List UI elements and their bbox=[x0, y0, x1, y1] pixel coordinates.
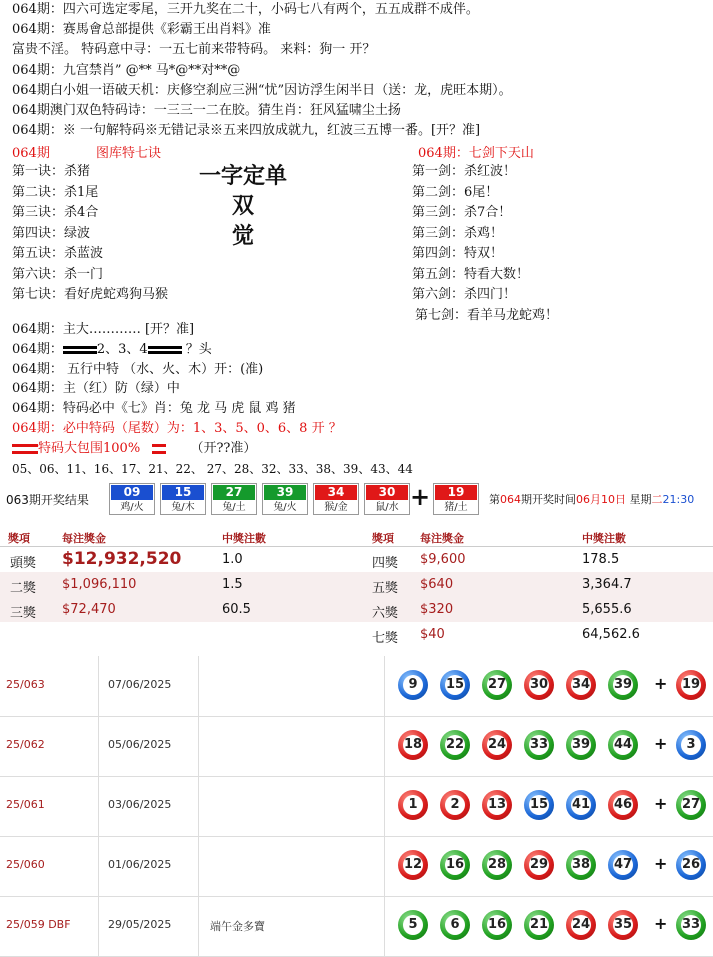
right-header-title: 七剑下天山 bbox=[468, 146, 534, 161]
ball-number: 15 bbox=[445, 675, 465, 695]
red-bars bbox=[12, 444, 38, 454]
col-header: 每注獎金 bbox=[62, 532, 106, 545]
ball-number: 27 bbox=[487, 675, 507, 695]
right-item: 第四剑：特双！ bbox=[412, 246, 504, 261]
history-row bbox=[0, 896, 713, 957]
column-divider bbox=[198, 716, 199, 776]
result-special-number: 19 bbox=[435, 485, 477, 500]
ball-number: 1 bbox=[403, 795, 423, 815]
ball-number: 39 bbox=[613, 675, 633, 695]
ball-number: 3 bbox=[681, 735, 701, 755]
left-item: 第五诀：杀蓝波 bbox=[12, 246, 104, 261]
prize-row bbox=[0, 622, 713, 647]
column-divider bbox=[98, 656, 99, 716]
lottery-ball bbox=[440, 730, 470, 760]
column-divider bbox=[384, 836, 385, 896]
history-note: 端午金多寶 bbox=[210, 920, 265, 933]
text-line-7: 064期：※ 一句解特码※无错记录※五来四放成就九，红波三五博一番。[开？准] bbox=[12, 123, 481, 138]
result-tile bbox=[211, 483, 257, 515]
lottery-ball bbox=[566, 730, 596, 760]
ball-number: 5 bbox=[403, 915, 423, 935]
plus-sign: + bbox=[654, 794, 668, 813]
pred-line-6: 064期：必中特码（尾数）为：1、3、5、0、6、8 开 ？ bbox=[12, 421, 342, 436]
result-special-tile bbox=[433, 483, 479, 515]
lottery-ball bbox=[398, 850, 428, 880]
lottery-ball bbox=[566, 850, 596, 880]
ball-number: 38 bbox=[571, 855, 591, 875]
special-ball bbox=[676, 790, 706, 820]
left-list bbox=[12, 162, 168, 306]
pred-line-3: 064期： 五行中特 （水、火、木）开：(准) bbox=[12, 362, 264, 377]
prize-table bbox=[0, 524, 713, 647]
ball-number: 22 bbox=[445, 735, 465, 755]
column-divider bbox=[384, 716, 385, 776]
lottery-ball bbox=[398, 730, 428, 760]
prize-winners: 64,562.6 bbox=[582, 627, 640, 642]
column-divider bbox=[384, 656, 385, 716]
history-issue: 25/062 bbox=[6, 738, 45, 751]
pred-line-2-suffix: ？头 bbox=[181, 342, 212, 357]
prize-amount: $640 bbox=[420, 577, 454, 592]
history-date: 07/06/2025 bbox=[108, 678, 172, 691]
lottery-ball bbox=[524, 730, 554, 760]
lottery-ball bbox=[566, 790, 596, 820]
col-header: 每注獎金 bbox=[420, 532, 464, 545]
red-bars bbox=[152, 444, 166, 454]
right-item: 第二剑：6尾！ bbox=[412, 184, 499, 200]
right-header-issue: 064期： bbox=[418, 146, 469, 161]
ball-number: 2 bbox=[445, 795, 465, 815]
result-label: 063期开奖结果 bbox=[6, 493, 89, 507]
lottery-ball bbox=[608, 790, 638, 820]
lottery-ball bbox=[482, 850, 512, 880]
ball-number: 16 bbox=[445, 855, 465, 875]
prize-amount: $12,932,520 bbox=[62, 549, 182, 569]
result-number: 15 bbox=[162, 485, 204, 500]
lottery-ball bbox=[608, 910, 638, 940]
prize-name: 四獎 bbox=[372, 556, 399, 571]
prize-winners: 1.5 bbox=[222, 577, 243, 592]
lottery-ball bbox=[398, 790, 428, 820]
slogan-line-2: 觉 bbox=[231, 224, 254, 249]
pred-line-2-prefix: 064期： bbox=[12, 342, 63, 357]
text-line-3: 富贵不淫。 特码意中寻：一五七前来带特码。 来料：狗一 开？ bbox=[12, 42, 376, 57]
draw-time-text: 星期 bbox=[626, 493, 652, 506]
ball-number: 30 bbox=[529, 675, 549, 695]
text-line-1: 064期：四六可选定零尾，三开九奖在二十，小码七八有两个，五五成群不成伴。 bbox=[12, 2, 479, 17]
prize-amount: $320 bbox=[420, 602, 454, 617]
history-issue: 25/060 bbox=[6, 858, 45, 871]
prize-winners: 3,364.7 bbox=[582, 577, 632, 592]
ball-number: 33 bbox=[529, 735, 549, 755]
result-number: 30 bbox=[366, 485, 408, 500]
lottery-ball bbox=[482, 670, 512, 700]
result-zodiac: 兔/火 bbox=[273, 502, 297, 513]
result-tile bbox=[160, 483, 206, 515]
lottery-ball bbox=[566, 910, 596, 940]
result-number: 09 bbox=[111, 485, 153, 500]
history-date: 01/06/2025 bbox=[108, 858, 172, 871]
ball-number: 9 bbox=[403, 675, 423, 695]
result-zodiac: 猴/金 bbox=[324, 502, 348, 513]
lottery-ball bbox=[524, 910, 554, 940]
left-header-issue: 064期 bbox=[12, 146, 50, 161]
ball-number: 24 bbox=[571, 915, 591, 935]
ball-number: 29 bbox=[529, 855, 549, 875]
draw-time-day: 二 bbox=[651, 493, 663, 506]
ball-number: 27 bbox=[681, 795, 701, 815]
history-row bbox=[0, 836, 713, 897]
special-ball bbox=[676, 670, 706, 700]
lottery-ball bbox=[398, 670, 428, 700]
column-divider bbox=[384, 776, 385, 836]
text-line-2: 064期：赛馬會总部提供《彩霸王出肖料》准 bbox=[12, 22, 271, 37]
prize-name: 六獎 bbox=[372, 606, 399, 621]
ball-number: 47 bbox=[613, 855, 633, 875]
column-divider bbox=[98, 896, 99, 956]
prize-row bbox=[0, 547, 713, 572]
lottery-ball bbox=[608, 730, 638, 760]
ball-number: 39 bbox=[571, 735, 591, 755]
left-item: 第三诀：杀4合 bbox=[12, 205, 99, 220]
pred-line-7-red: 特码大包围100% bbox=[38, 441, 141, 456]
lottery-ball bbox=[608, 670, 638, 700]
history-row bbox=[0, 776, 713, 837]
left-item: 第六诀：杀一门 bbox=[12, 266, 104, 282]
prize-amount: $72,470 bbox=[62, 602, 116, 617]
draw-time bbox=[489, 491, 694, 507]
prize-amount: $1,096,110 bbox=[62, 577, 137, 592]
lottery-ball bbox=[440, 670, 470, 700]
prize-amount: $40 bbox=[420, 627, 445, 642]
right-header bbox=[418, 142, 534, 161]
draw-time-text: 第 bbox=[489, 493, 500, 506]
column-divider bbox=[198, 656, 199, 716]
history-row bbox=[0, 716, 713, 777]
result-tile bbox=[109, 483, 155, 515]
pred-line-5: 064期：特码必中《七》肖：兔 龙 马 虎 鼠 鸡 猪 bbox=[12, 401, 296, 416]
lottery-ball bbox=[524, 670, 554, 700]
col-header: 獎項 bbox=[372, 532, 394, 545]
ball-number: 12 bbox=[403, 855, 423, 875]
prize-winners: 1.0 bbox=[222, 552, 243, 567]
pred-line-2-mid: 2、3、4 bbox=[96, 342, 148, 357]
lottery-ball bbox=[482, 730, 512, 760]
ball-number: 13 bbox=[487, 795, 507, 815]
prize-winners: 5,655.6 bbox=[582, 602, 632, 617]
text-line-4: 064期：九宫禁肖” @** 马*@**对**@ bbox=[12, 63, 241, 78]
ball-number: 19 bbox=[681, 675, 701, 695]
ball-number: 34 bbox=[571, 675, 591, 695]
special-ball bbox=[676, 730, 706, 760]
draw-time-date: 06月10日 bbox=[576, 493, 626, 506]
plus-sign: + bbox=[654, 854, 668, 873]
result-tile bbox=[313, 483, 359, 515]
prize-name: 二獎 bbox=[10, 581, 37, 596]
pred-line-1: 064期：主大………… [开？准] bbox=[12, 322, 195, 337]
special-ball bbox=[676, 850, 706, 880]
ball-number: 16 bbox=[487, 915, 507, 935]
result-zodiac: 兔/土 bbox=[222, 502, 246, 513]
left-item: 第一诀：杀猪 bbox=[12, 164, 91, 179]
lottery-ball bbox=[524, 790, 554, 820]
special-ball bbox=[676, 910, 706, 940]
history-issue: 25/061 bbox=[6, 798, 45, 811]
prize-name: 五獎 bbox=[372, 581, 399, 596]
prize-row bbox=[0, 597, 713, 622]
draw-time-text: 期开奖时间 bbox=[521, 493, 576, 506]
pred-line-7 bbox=[12, 440, 256, 458]
result-tile bbox=[262, 483, 308, 515]
result-zodiac: 兔/木 bbox=[171, 502, 195, 513]
left-item: 第四诀：绿波 bbox=[12, 225, 91, 241]
column-divider bbox=[98, 836, 99, 896]
left-header-title: 图库特七诀 bbox=[95, 146, 161, 161]
slogan-line-1: 一字定单双 bbox=[198, 164, 287, 219]
plus-sign: + bbox=[654, 674, 668, 693]
prize-name: 三獎 bbox=[10, 606, 37, 621]
right-item: 第七剑：看羊马龙蛇鸡！ bbox=[415, 307, 559, 323]
ball-number: 15 bbox=[529, 795, 549, 815]
result-zodiac: 鼠/水 bbox=[375, 502, 399, 513]
ball-number: 33 bbox=[681, 915, 701, 935]
plus-sign: + bbox=[410, 482, 431, 511]
number-list: 05、06、11、16、17、21、22、 27、28、32、33、38、39、43、44 bbox=[12, 462, 413, 476]
prize-winners: 178.5 bbox=[582, 552, 620, 567]
plus-sign: + bbox=[654, 734, 668, 753]
history-date: 03/06/2025 bbox=[108, 798, 172, 811]
column-divider bbox=[98, 716, 99, 776]
ball-number: 18 bbox=[403, 735, 423, 755]
left-item: 第二诀：杀1尾 bbox=[12, 184, 99, 200]
ball-number: 35 bbox=[613, 915, 633, 935]
ball-number: 21 bbox=[529, 915, 549, 935]
plus-sign: + bbox=[654, 914, 668, 933]
ball-number: 28 bbox=[487, 855, 507, 875]
prize-row bbox=[0, 572, 713, 597]
result-number: 39 bbox=[264, 485, 306, 500]
masked-bars bbox=[148, 346, 182, 354]
text-line-6: 064期澳门双色特码诗：一三三一二在胶。猜生肖：狂风猛啸尘土扬 bbox=[12, 103, 401, 118]
lottery-ball bbox=[524, 850, 554, 880]
ball-number: 26 bbox=[681, 855, 701, 875]
prize-winners: 60.5 bbox=[222, 602, 251, 617]
lottery-ball bbox=[440, 910, 470, 940]
result-zodiac: 鸡/火 bbox=[120, 502, 144, 513]
column-divider bbox=[198, 896, 199, 956]
lottery-ball bbox=[566, 670, 596, 700]
right-item: 第一剑：杀红波！ bbox=[412, 164, 517, 179]
pred-line-7-tail: （开??准） bbox=[190, 441, 257, 456]
right-item: 第六剑：杀四门！ bbox=[412, 287, 517, 302]
pred-line-2 bbox=[12, 341, 212, 359]
result-special-zodiac: 猪/土 bbox=[444, 502, 468, 513]
lottery-ball bbox=[440, 850, 470, 880]
col-header: 中獎注數 bbox=[582, 532, 626, 545]
column-divider bbox=[98, 776, 99, 836]
column-divider bbox=[198, 776, 199, 836]
prize-name: 七獎 bbox=[372, 631, 399, 646]
right-item: 第五剑：特看大数！ bbox=[412, 266, 530, 282]
slogan bbox=[198, 162, 288, 252]
ball-number: 41 bbox=[571, 795, 591, 815]
right-list bbox=[412, 162, 558, 326]
ball-number: 46 bbox=[613, 795, 633, 815]
history-date: 29/05/2025 bbox=[108, 918, 172, 931]
lottery-ball bbox=[608, 850, 638, 880]
ball-number: 24 bbox=[487, 735, 507, 755]
result-number: 34 bbox=[315, 485, 357, 500]
column-divider bbox=[384, 896, 385, 956]
lottery-ball bbox=[398, 910, 428, 940]
col-header: 獎項 bbox=[8, 532, 30, 545]
result-number: 27 bbox=[213, 485, 255, 500]
left-item: 第七诀：看好虎蛇鸡狗马猴 bbox=[12, 287, 169, 302]
history-issue: 25/063 bbox=[6, 678, 45, 691]
text-line-5: 064期白小姐一语破天机：庆修空刹应三洲“忧”因访浮生闲半日（送：龙，虎旺本期）。 bbox=[12, 83, 512, 98]
right-item: 第三剑：杀7合！ bbox=[412, 205, 512, 220]
prize-table-header bbox=[0, 524, 713, 547]
right-item: 第三剑：杀鸡！ bbox=[412, 225, 504, 241]
history-date: 05/06/2025 bbox=[108, 738, 172, 751]
col-header: 中獎注數 bbox=[222, 532, 266, 545]
history-row bbox=[0, 656, 713, 717]
ball-number: 44 bbox=[613, 735, 633, 755]
column-divider bbox=[198, 836, 199, 896]
draw-time-issue: 064 bbox=[500, 493, 521, 506]
history-issue: 25/059 DBF bbox=[6, 918, 71, 931]
left-header bbox=[12, 142, 161, 161]
draw-time-clock: 21:30 bbox=[662, 493, 695, 506]
ball-number: 6 bbox=[445, 915, 465, 935]
result-tile bbox=[364, 483, 410, 515]
lottery-ball bbox=[482, 910, 512, 940]
prize-name: 頭獎 bbox=[10, 556, 37, 571]
pred-line-4: 064期：主（红）防（绿）中 bbox=[12, 381, 180, 396]
lottery-ball bbox=[440, 790, 470, 820]
masked-bars bbox=[63, 346, 97, 354]
prize-amount: $9,600 bbox=[420, 552, 466, 567]
lottery-ball bbox=[482, 790, 512, 820]
